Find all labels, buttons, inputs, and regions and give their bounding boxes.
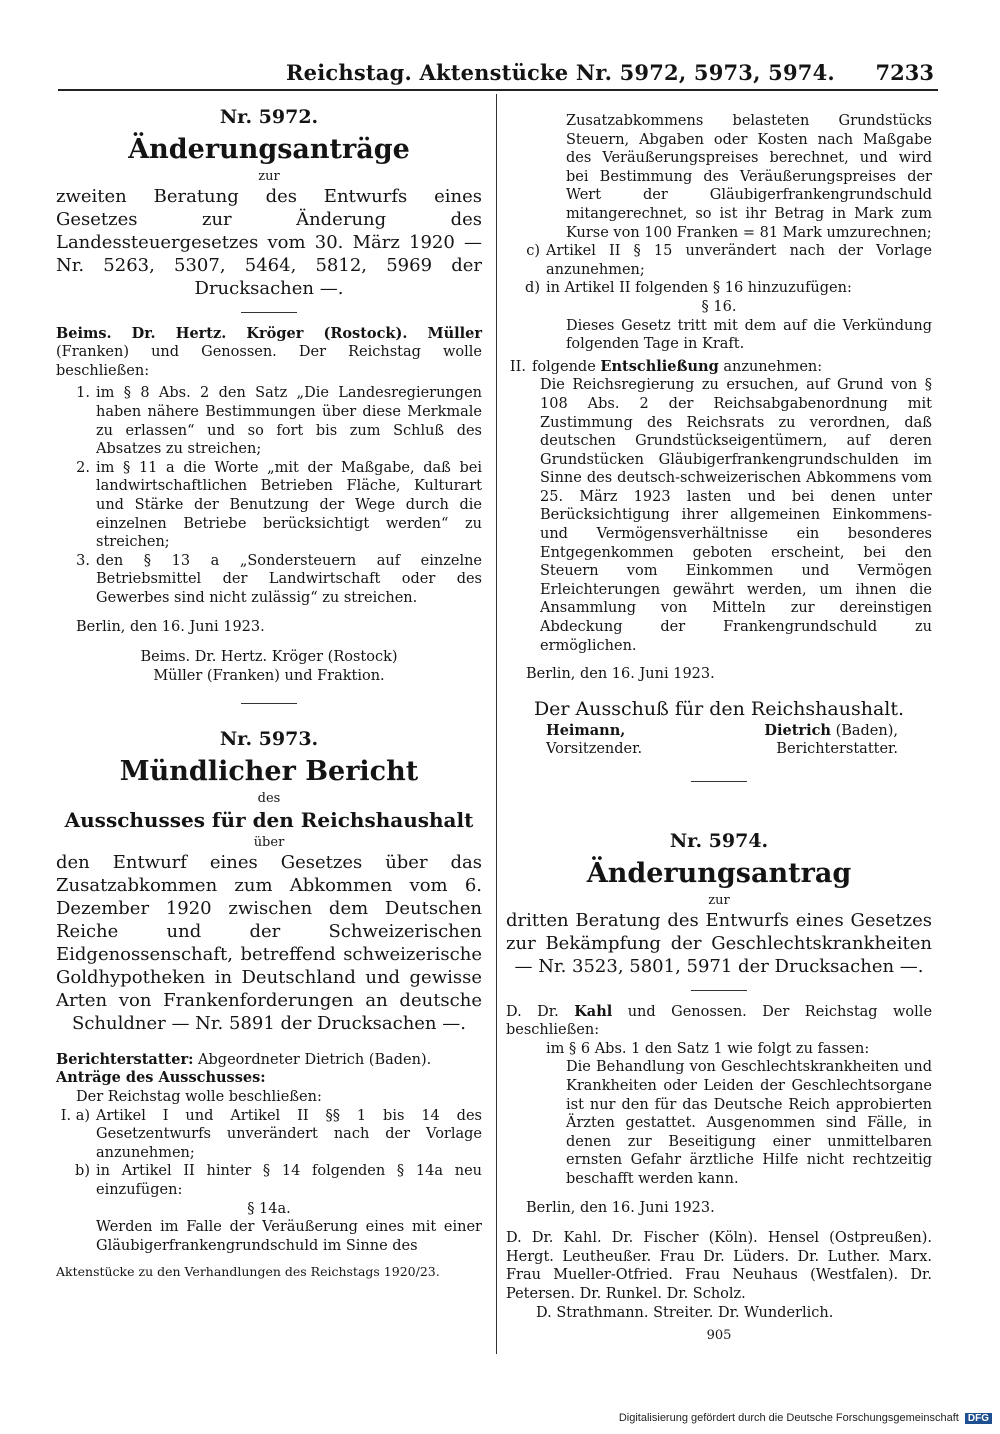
digitization-footer [619,1412,992,1424]
signature-line: Beims. Dr. Hertz. Kröger (Rostock) [140,649,398,666]
signers-list: D. Dr. Kahl. Dr. Fischer (Köln). Hensel (Ostpreußen). Hergt. Leutheußer. Frau Dr. Lüders. Dr. Luther. Marx. Frau Mueller-Otfried. Frau Neuhaus (Westfalen). Dr. Petersen. Dr. Runkel. Dr. Scholz. [506,1230,932,1302]
reporter-label: Berichterstatter: [56,1050,194,1068]
paragraph-heading: § 14a. [247,1200,291,1217]
doc-connector: zur [708,892,730,908]
reporter-name: Abgeordneter Dietrich (Baden). [198,1051,432,1068]
date-line: Berlin, den 16. Juni 1923. [526,1199,715,1216]
committee-name: Der Ausschuß für den Reichshaushalt. [533,697,905,720]
item-number: d) [525,280,540,297]
item-number: II. [509,358,526,375]
quoted-text: Die Behandlung von Geschlechtskrankheiten und Krankheiten oder Leiden der Geschlechtsorgane ist nur den für das Deutsche Reich approbierten Ärzten gestattet. Ausgenommen sind Fälle, in denen zur Beseitigung einer unmittelbaren ernsten Gefahr ärztliche Hilfe nicht rechtzeitig beschafft werden kann. [566,1059,932,1187]
item-text: Artikel II § 15 unverändert nach der Vorlage anzunehmen; [546,243,932,278]
instruction-line: im § 6 Abs. 1 den Satz 1 wie folgt zu fassen: [546,1040,870,1057]
item-number: 3. [76,552,90,569]
date-line: Berlin, den 16. Juni 1923. [76,618,265,635]
item-number: b) [75,1163,90,1180]
header-rule [58,89,938,91]
doc-subtitle: den Entwurf eines Gesetzes über das Zusatzabkommen zum Abkommen vom 6. Dezember 1920 zwischen dem Deutschen Reiche und der Schweizerischen Eidgenossenschaft, betreffend schweizerische Goldhypotheken in Deutschland und gewisse Arten von Frankenforderungen an deutsche Schuldner — Nr. 5891 der Drucksachen —. [56,851,482,1034]
chair-role: Vorsitzender. [546,741,643,758]
right-column [506,112,932,1344]
document-5973 [56,730,482,1282]
intro-paragraph [506,1003,932,1040]
reporter-name: Dietrich [764,721,831,739]
resolution-text: Die Reichsregierung zu ersuchen, auf Grund von § 108 Abs. 2 der Reichsabgabenordnung mit Zustimmung des Reichsrats zu verordnen, daß deutschen Grundstückseigentümern, auf deren Grundstücken Gläubigerfrankengrundschulden im Sinne des deutsch-schweizerischen Abkommens vom 25. März 1923 lasten und bei denen unter Berücksichtigung ihrer allgemeinen Einkommens- und Vermögensverhältnisse ein besonderes Entgegenkommen geboten erscheint, bei den Steuern vom Einkommen und Vermögen Erleichterungen gewährt werden, um ihnen die Ansammlung von Mitteln zur dereinstigen Abdeckung der Frankengrundschuld zu ermöglichen. [540,377,932,654]
list-item [506,242,932,279]
doc-title: Mündlicher Bericht [119,755,419,787]
page-header [58,60,938,90]
item-number: 1. [76,385,90,402]
section-heading [56,1069,482,1088]
paragraph-text: Werden im Falle der Veräußerung eines mit einer Gläubigerfrankengrundschuld im Sinne des [96,1219,482,1254]
reporter-suffix: (Baden), [835,722,898,739]
header-title: Reichstag. Aktenstücke Nr. 5972, 5973, 5974. [286,60,835,85]
reporter-signature [764,722,898,741]
intro-prefix: D. Dr. [506,1003,559,1020]
chair-name: Heimann, [546,721,626,739]
item-text: im § 11 a die Worte „mit der Maßgabe, daß bei landwirtschaftlichen Betrieben Fläche, Kulturart und Stärke der Benutzung der Wege durch die einzelnen Betriebe berücksichtigt werden“ zu streichen; [96,459,482,551]
list-item [56,459,482,552]
intro-text: und Genossen. Der Reichstag wolle beschließen: [506,1003,933,1039]
document-5972 [56,108,482,704]
dfg-logo: DFG [965,1413,992,1424]
reporter-role: Berichterstatter. [776,741,898,758]
date-line: Berlin, den 16. Juni 1923. [526,666,715,683]
list-item [56,1107,482,1163]
antraege-heading: Anträge des Ausschusses: [56,1069,266,1087]
doc-subtitle: zweiten Beratung des Entwurfs eines Gesetzes zur Änderung des Landessteuergesetzes vom 30. März 1920 — Nr. 5263, 5307, 5464, 5812, 5969 der Drucksachen —. [56,185,482,299]
doc-connector: zur [258,168,280,184]
left-column [56,108,482,1282]
separator [241,312,297,313]
item-number: 2. [76,459,90,476]
doc-number: Nr. 5974. [669,830,769,852]
intro-name: Kahl [574,1002,613,1020]
doc-title: Änderungsanträge [128,133,410,165]
list-item [506,279,932,298]
item-text: Artikel I und Artikel II §§ 1 bis 14 des Gesetzentwurfs unverändert nach der Vorlage anzunehmen; [96,1107,482,1161]
doc-subtitle: dritten Beratung des Entwurfs eines Gesetzes zur Bekämpfung der Geschlechtskrankheiten — Nr. 3523, 5801, 5971 der Drucksachen —. [506,909,932,977]
doc-number: Nr. 5973. [219,728,319,751]
signers-last-line: D. Strathmann. Streiter. Dr. Wunderlich. [536,1304,834,1321]
column-divider [496,94,497,1354]
paragraph-heading: § 16. [701,298,737,315]
separator [241,703,297,704]
item-text: im § 8 Abs. 2 den Satz „Die Landesregierungen haben nähere Bestimmungen über diese Merkmale zu erlassen“ und so fort bis zum Schluß des Absatzes zu streichen; [96,385,482,458]
item-text: in Artikel II folgenden § 16 hinzuzufügen: [546,280,852,297]
list-item [506,358,932,377]
list-item [56,384,482,458]
item-text [532,358,932,377]
item-text-pre: folgende [532,358,596,375]
resolution-label: Entschließung [600,357,719,375]
signature-roles [506,740,932,759]
list-item [56,1162,482,1199]
doc-connector: über [253,834,285,850]
intro-text: (Franken) und Genossen. Der Reichstag wolle beschließen: [56,344,482,379]
separator [691,990,747,991]
item-text: den § 13 a „Sondersteuern auf einzelne Betriebsmittel der Landwirtschaft oder des Gewerbes sind nicht zulässig“ zu streichen. [96,552,482,606]
doc-connector: des [257,790,281,806]
signature-line: Müller (Franken) und Fraktion. [153,667,385,684]
item-number: c) [526,243,540,260]
item-text: in Artikel II hinter § 14 folgenden § 14a neu einzufügen: [96,1163,482,1199]
document-5974 [506,832,932,1344]
reporter-line [56,1051,482,1070]
item-text-post: anzunehmen: [723,358,823,375]
paragraph-text: Dieses Gesetz tritt mit dem auf die Verkündung folgenden Tage in Kraft. [566,317,932,353]
sheet-number: 905 [706,1328,732,1344]
footnote: Aktenstücke zu den Verhandlungen des Reichstags 1920/23. [56,1264,440,1280]
page-number: 7233 [875,60,934,85]
list-item [56,552,482,608]
doc-title: Änderungsantrag [586,857,852,889]
doc-number: Nr. 5972. [219,106,319,128]
document-5973-continued [506,112,932,782]
separator [691,781,747,782]
doc-title-2: Ausschusses für den Reichshaushalt [64,807,474,832]
signature-names [506,722,932,741]
continued-text: Zusatzabkommens belasteten Grundstücks Steuern, Abgaben oder Kosten nach Maßgabe des Veräußerungspreises berechnet, und wird bei Bestimmung des Veräußerungspreises der Wert der Gläubigerfrankengrundschuld mitangerechnet, so ist ihr Betrag in Mark zum Kurse von 100 Franken = 81 Mark umzurechnen; [566,113,932,241]
intro-names: Beims. Dr. Hertz. Kröger (Rostock). Müller [56,324,482,342]
intro-paragraph [56,325,482,381]
motion-line: Der Reichstag wolle beschließen: [76,1089,322,1106]
footer-text: Digitalisierung gefördert durch die Deutsche Forschungsgemeinschaft [618,1412,959,1424]
item-number: I. a) [60,1107,90,1124]
